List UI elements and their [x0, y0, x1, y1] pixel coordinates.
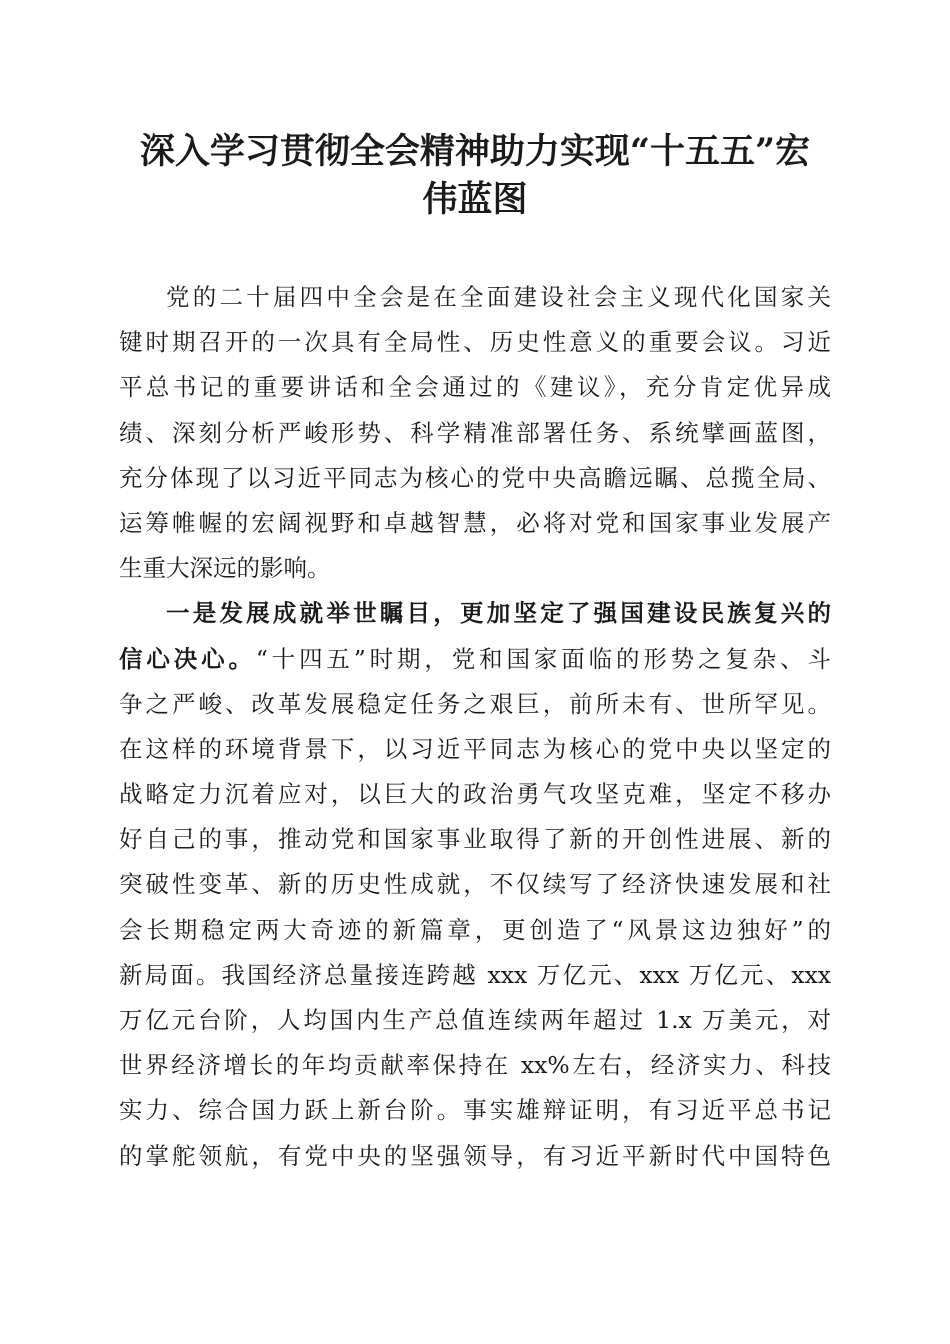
paragraph-2	[119, 591, 831, 1178]
bold-heading-tail: 信心决心。	[119, 644, 256, 673]
paragraph-line: 新局面。我国经济总量接连跨越 xxx 万亿元、xxx 万亿元、xxx	[119, 960, 831, 989]
paragraph-line: 战略定力沉着应对，以巨大的政治勇气攻坚克难，坚定不移办	[119, 780, 831, 809]
paragraph-line-mixed	[119, 637, 831, 682]
paragraph-line: 生重大深远的影响。	[119, 554, 331, 583]
paragraph-line: 的掌舵领航，有党中央的坚强领导，有习近平新时代中国特色	[119, 1141, 831, 1170]
document-title	[110, 128, 840, 224]
paragraph-line: 实力、综合国力跃上新台阶。事实雄辩证明，有习近平总书记	[119, 1096, 831, 1125]
paragraph-line: 突破性变革、新的历史性成就，不仅续写了经济快速发展和社	[119, 870, 831, 899]
paragraph-line: 万亿元台阶，人均国内生产总值连续两年超过 1.x 万美元，对	[119, 1006, 831, 1034]
paragraph-line: 会长期稳定两大奇迹的新篇章，更创造了“风景这边独好”的	[119, 915, 831, 944]
paragraph-line: 好自己的事，推动党和国家事业取得了新的开创性进展、新的	[119, 825, 831, 854]
title-line-2: 伟蓝图	[422, 179, 528, 220]
title-line-1: 深入学习贯彻全会精神助力实现“十五五”宏	[139, 131, 811, 172]
paragraph-line: 争之严峻、改革发展稳定任务之艰巨，前所未有、世所罕见。	[119, 689, 831, 718]
paragraph-line: 绩、深刻分析严峻形势、科学精准部署任务、系统擘画蓝图，	[119, 418, 831, 447]
paragraph-line: 充分体现了以习近平同志为核心的党中央高瞻远瞩、总揽全局、	[119, 463, 831, 492]
paragraph-line: 党的二十届四中全会是在全面建设社会主义现代化国家关	[166, 283, 831, 311]
document-body	[119, 275, 831, 1179]
paragraph-line: 键时期召开的一次具有全局性、历史性意义的重要会议。习近	[119, 328, 831, 357]
paragraph-1	[119, 275, 831, 591]
paragraph-line: 在这样的环境背景下，以习近平同志为核心的党中央以坚定的	[119, 734, 831, 763]
paragraph-line: 运筹帷幄的宏阔视野和卓越智慧，必将对党和国家事业发展产	[119, 508, 831, 537]
bold-heading-line: 一是发展成就举世瞩目，更加坚定了强国建设民族复兴的	[166, 599, 831, 628]
paragraph-line-tail: “十四五”时期，党和国家面临的形势之复杂、斗	[255, 644, 832, 673]
paragraph-line: 世界经济增长的年均贡献率保持在 xx%左右，经济实力、科技	[119, 1051, 831, 1080]
paragraph-line: 平总书记的重要讲话和全会通过的《建议》，充分肯定优异成	[119, 373, 831, 402]
